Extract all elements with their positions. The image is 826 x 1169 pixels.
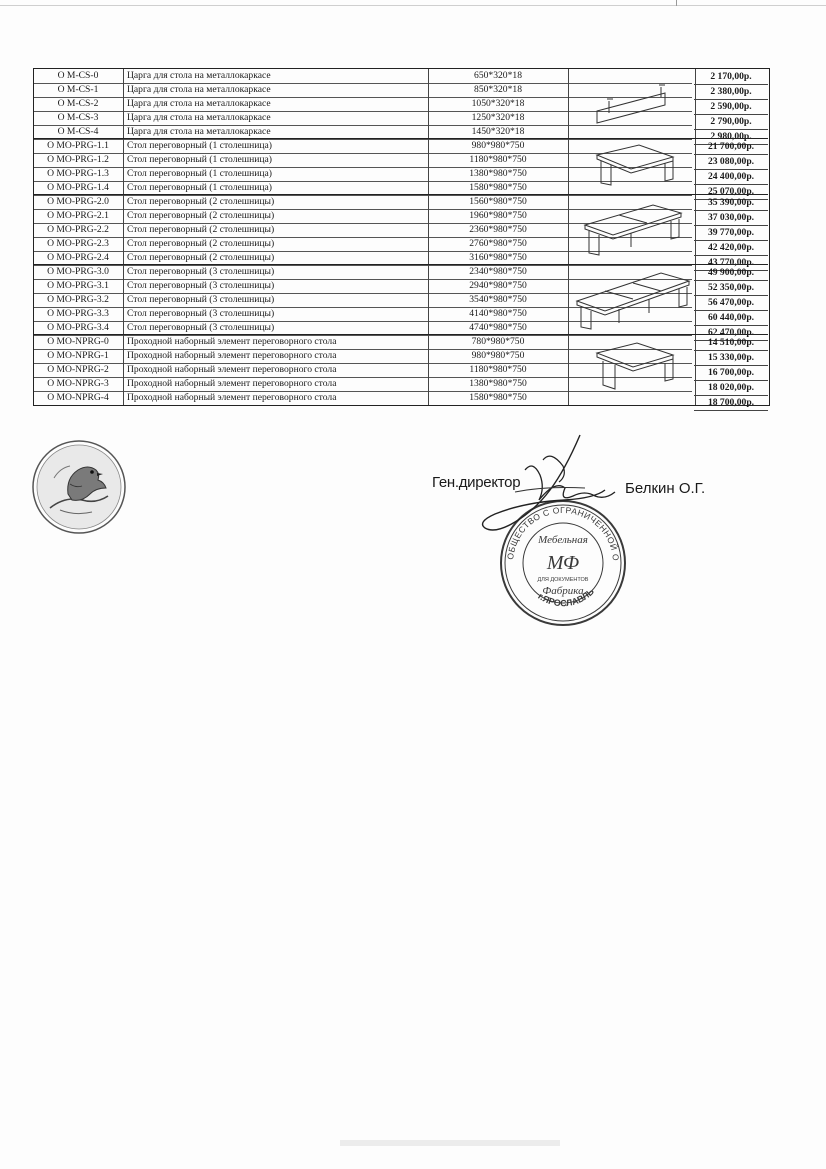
item-size: 1180*980*750: [428, 363, 567, 377]
item-name: Проходной наборный элемент переговорного стола: [127, 350, 337, 361]
item-code: O M-CS-1: [33, 83, 124, 97]
item-code: O MO-NPRG-0: [33, 335, 124, 349]
item-code: O M-CS-2: [33, 97, 124, 111]
item-name: Стол переговорный (3 столешницы): [127, 280, 275, 291]
item-name: Царга для стола на металлокаркасе: [127, 70, 271, 81]
item-code: O MO-PRG-2.2: [33, 223, 124, 237]
item-code: O MO-PRG-1.3: [33, 167, 124, 181]
item-price: 2 980,00р.: [694, 130, 768, 145]
svg-text:МФ: МФ: [546, 552, 580, 574]
item-name: Стол переговорный (3 столешницы): [127, 294, 275, 305]
item-price: 25 070,00р.: [694, 185, 768, 200]
item-price: 52 350,00р.: [694, 281, 768, 296]
item-name: Проходной наборный элемент переговорного стола: [127, 364, 337, 375]
item-name: Царга для стола на металлокаркасе: [127, 84, 271, 95]
item-price: 18 020,00р.: [694, 381, 768, 396]
item-code: O MO-PRG-3.1: [33, 279, 124, 293]
item-size: 2340*980*750: [428, 265, 567, 279]
item-size: 1180*980*750: [428, 153, 567, 167]
item-code: O MO-PRG-1.1: [33, 139, 124, 153]
item-size: 1380*980*750: [428, 167, 567, 181]
svg-text:ОБЩЕСТВО С ОГРАНИЧЕННОЙ ОТВЕТС: ОБЩЕСТВО С ОГРАНИЧЕННОЙ О: [505, 504, 622, 562]
item-size: 650*320*18: [428, 69, 567, 83]
item-name: Стол переговорный (1 столешница): [127, 168, 272, 179]
item-name: Стол переговорный (1 столешница): [127, 154, 272, 165]
item-price: 14 510,00р.: [694, 336, 768, 351]
item-price: 16 700,00р.: [694, 366, 768, 381]
item-price: 42 420,00р.: [694, 241, 768, 256]
director-title: Ген.директор: [432, 474, 521, 491]
item-size: 1450*320*18: [428, 125, 567, 139]
item-size: 1380*980*750: [428, 377, 567, 391]
item-code: O MO-PRG-3.3: [33, 307, 124, 321]
item-size: 4740*980*750: [428, 321, 567, 335]
handwritten-signature-icon: [455, 430, 645, 550]
item-size: 3540*980*750: [428, 293, 567, 307]
item-name: Стол переговорный (2 столешницы): [127, 252, 275, 263]
item-name: Царга для стола на металлокаркасе: [127, 126, 271, 137]
item-price: 56 470,00р.: [694, 296, 768, 311]
item-name: Царга для стола на металлокаркасе: [127, 98, 271, 109]
svg-text:г.ЯРОСЛАВЛЬ: г.ЯРОСЛАВЛЬ: [536, 586, 596, 609]
item-size: 4140*980*750: [428, 307, 567, 321]
item-size: 1580*980*750: [428, 391, 567, 405]
scan-smudge: [340, 1136, 560, 1150]
item-name: Стол переговорный (3 столешницы): [127, 308, 275, 319]
item-name: Стол переговорный (1 столешница): [127, 182, 272, 193]
item-code: O MO-PRG-2.4: [33, 251, 124, 265]
item-size: 1250*320*18: [428, 111, 567, 125]
item-code: O MO-PRG-3.4: [33, 321, 124, 335]
svg-text:ДЛЯ ДОКУМЕНТОВ: ДЛЯ ДОКУМЕНТОВ: [537, 577, 589, 583]
item-code: O MO-PRG-1.4: [33, 181, 124, 195]
item-price: 49 900,00р.: [694, 266, 768, 281]
item-name: Стол переговорный (2 столешницы): [127, 238, 275, 249]
item-size: 1580*980*750: [428, 181, 567, 195]
item-price: 62 470,00р.: [694, 326, 768, 341]
item-price: 43 770,00р.: [694, 256, 768, 271]
item-code: O MO-NPRG-1: [33, 349, 124, 363]
item-size: 2940*980*750: [428, 279, 567, 293]
item-code: O M-CS-4: [33, 125, 124, 139]
item-price: 2 790,00р.: [694, 115, 768, 130]
item-size: 3160*980*750: [428, 251, 567, 265]
item-price: 2 170,00р.: [694, 70, 768, 85]
item-name: Царга для стола на металлокаркасе: [127, 112, 271, 123]
item-price: 39 770,00р.: [694, 226, 768, 241]
item-code: O MO-NPRG-2: [33, 363, 124, 377]
item-name: Проходной наборный элемент переговорного стола: [127, 336, 337, 347]
item-name: Стол переговорный (3 столешницы): [127, 266, 275, 277]
item-name: Стол переговорный (2 столешницы): [127, 224, 275, 235]
item-size: 980*980*750: [428, 349, 567, 363]
page-top-tick: [676, 0, 677, 6]
item-code: O MO-PRG-2.1: [33, 209, 124, 223]
item-name: Стол переговорный (2 столешницы): [127, 210, 275, 221]
item-name: Стол переговорный (1 столешница): [127, 140, 272, 151]
item-price: 24 400,00р.: [694, 170, 768, 185]
svg-text:Мебельная: Мебельная: [538, 534, 588, 546]
item-code: O M-CS-0: [33, 69, 124, 83]
item-code: O MO-PRG-3.2: [33, 293, 124, 307]
item-price: 37 030,00р.: [694, 211, 768, 226]
item-size: 1560*980*750: [428, 195, 567, 209]
item-code: O MO-PRG-2.0: [33, 195, 124, 209]
item-price: 23 080,00р.: [694, 155, 768, 170]
item-code: O MO-PRG-2.3: [33, 237, 124, 251]
item-name: Стол переговорный (2 столешницы): [127, 196, 275, 207]
item-code: O MO-PRG-1.2: [33, 153, 124, 167]
item-code: O M-CS-3: [33, 111, 124, 125]
item-size: 1960*980*750: [428, 209, 567, 223]
item-price: 2 590,00р.: [694, 100, 768, 115]
price-table: [33, 68, 768, 410]
svg-text:Фабрика: Фабрика: [542, 585, 584, 597]
item-name: Проходной наборный элемент переговорного стола: [127, 378, 337, 389]
item-size: 850*320*18: [428, 83, 567, 97]
item-code: O MO-NPRG-4: [33, 391, 124, 405]
table-border: [33, 68, 770, 406]
item-price: 35 390,00р.: [694, 196, 768, 211]
item-size: 2360*980*750: [428, 223, 567, 237]
item-price: 15 330,00р.: [694, 351, 768, 366]
item-name: Стол переговорный (3 столешницы): [127, 322, 275, 333]
item-price: 21 700,00р.: [694, 140, 768, 155]
item-size: 1050*320*18: [428, 97, 567, 111]
item-name: Проходной наборный элемент переговорного стола: [127, 392, 337, 403]
director-name: Белкин О.Г.: [625, 480, 706, 497]
page-top-edge: [0, 0, 826, 6]
item-size: 780*980*750: [428, 335, 567, 349]
item-code: O MO-PRG-3.0: [33, 265, 124, 279]
item-size: 2760*980*750: [428, 237, 567, 251]
item-price: 60 440,00р.: [694, 311, 768, 326]
item-size: 980*980*750: [428, 139, 567, 153]
item-price: 18 700,00р.: [694, 396, 768, 411]
bird-logo-icon: [30, 438, 128, 536]
item-price: 2 380,00р.: [694, 85, 768, 100]
item-code: O MO-NPRG-3: [33, 377, 124, 391]
